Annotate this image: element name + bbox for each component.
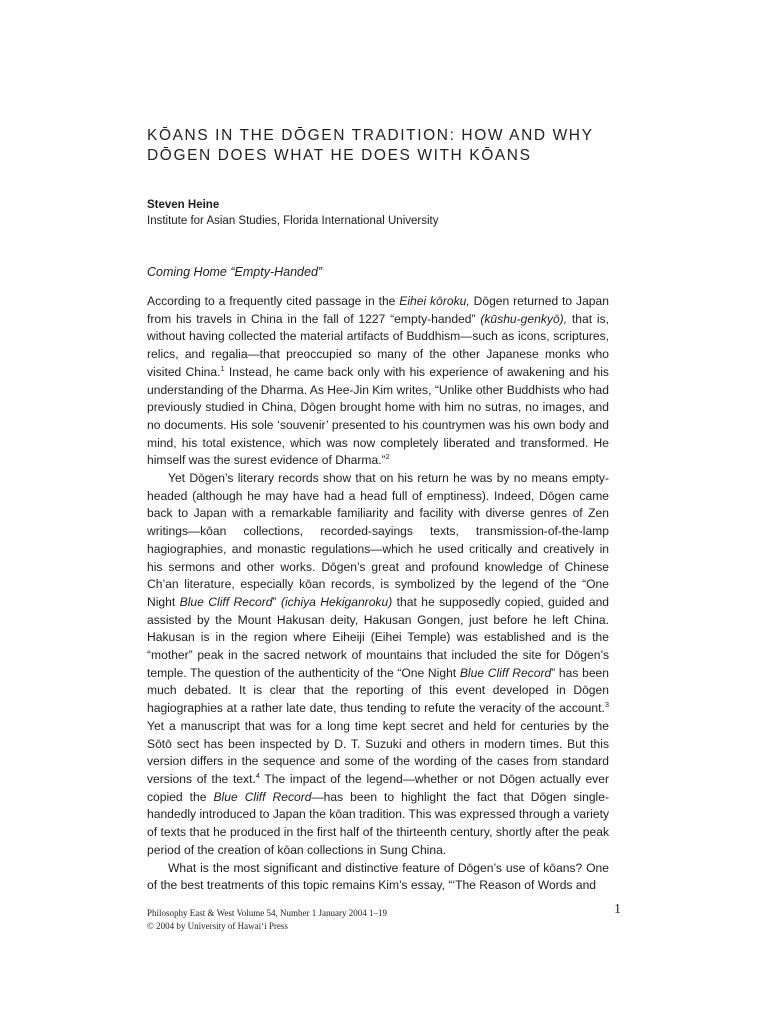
body-text: ”	[272, 594, 281, 609]
article-body	[147, 293, 609, 895]
body-text: —has been to highlight the fact that Dōgen single-handedly introduced to Japan the kōan tradition. This was expressed through a variety of texts that he produced in the first half of the thirteenth century, shortly after the peak period of the creation of kōan collections in Sung China.	[147, 789, 609, 857]
author-affiliation: Institute for Asian Studies, Florida International University	[147, 215, 439, 227]
article-title-line-2: DŌGEN DOES WHAT HE DOES WITH KŌANS	[147, 147, 532, 164]
footnote-marker: 1	[220, 363, 225, 373]
article-title-line-1: KŌANS IN THE DŌGEN TRADITION: HOW AND WHY	[147, 127, 594, 144]
body-text: According to a frequently cited passage in the	[147, 294, 400, 308]
italic-text: Blue Cliff Record	[213, 789, 312, 804]
italic-text: (ichiya Hekiganroku)	[280, 594, 393, 609]
body-paragraph-1	[147, 293, 609, 470]
section-heading: Coming Home “Empty-Handed”	[147, 265, 323, 279]
body-text: Yet a manuscript that was for a long time kept secret and held for centuries by the Sōtō sect has been inspected by D. T. Suzuki and others in modern times. But this version differs in the sequence and some of the wording of the cases from standard versions of the text.	[147, 718, 609, 786]
copyright-notice: © 2004 by University of Hawai‘i Press	[147, 921, 288, 931]
body-text: What is the most significant and distinctive feature of Dōgen’s use of kōans? One of the best treatments of this topic remains Kim’s essay, “‘The Reason of Words and	[147, 860, 609, 893]
author-name: Steven Heine	[147, 199, 220, 211]
page-number: 1	[614, 902, 621, 917]
footnote-marker: 2	[385, 452, 390, 462]
body-text: Instead, he came back only with his experience of awakening and his understanding of the Dharma. As Hee-Jin Kim writes, “Unlike other Buddhists who had previously studied in China, Dōgen brought home with him no sutras, no images, and no documents. His sole ‘souvenir’ presented to his countrymen was his own body and mind, his total existence, which was now completely liberated and transformed. He himself was the surest evidence of Dharma.”	[147, 364, 609, 468]
italic-text: (kūshu-genkyō),	[480, 311, 568, 326]
body-text: The impact of the legend—whether or not Dōgen actually ever copied the	[147, 771, 609, 804]
italic-text: Blue Cliff Record	[179, 594, 273, 609]
body-text: that he supposedly copied, guided and assisted by the Mount Hakusan deity, Hakusan Gongen, just before he left China. Hakusan is in the region where Eiheiji (Eihei Temple) was established and is the “mother” peak in the sacred network of mountains that included the site for Dōgen’s temple. The question of the authenticity of the “One Night	[147, 594, 610, 680]
italic-text: Blue Cliff Record	[459, 665, 552, 680]
footnote-marker: 3	[604, 700, 609, 710]
footnote-marker: 4	[255, 770, 260, 780]
journal-footer	[147, 907, 387, 933]
body-text: ” has been much debated. It is clear that the reporting of this event developed in Dōgen hagiographies at a rather late date, thus tending to refute the veracity of the account.	[147, 665, 609, 716]
article-title	[147, 126, 627, 166]
journal-citation: Philosophy East & West Volume 54, Number 1 January 2004 1–19	[147, 908, 388, 918]
body-text: Dōgen returned to Japan from his travels in China in the fall of 1227 “empty-handed”	[147, 294, 609, 326]
body-paragraph-2	[147, 470, 609, 859]
italic-text: Eihei kōroku,	[399, 294, 470, 308]
body-text: Yet Dōgen’s literary records show that on his return he was by no means empty-headed (although he may have had a head full of emptiness). Indeed, Dōgen came back to Japan with a remarkable familiarity and facility with diverse genres of Zen writings—kōan collections, recorded-sayings texts, transmission-of-the-lamp hagiographies, and monastic regulations—which he used critically and creatively in his sermons and other works. Dōgen’s great and profound knowledge of Chinese Ch’an literature, especially kōan records, is symbolized by the legend of the “One Night	[147, 471, 609, 609]
body-text: that is, without having collected the material artifacts of Buddhism—such as icons, scriptures, relics, and regalia—that preoccupied so many of the other Japanese monks who visited China.	[147, 311, 609, 379]
body-paragraph-3	[147, 860, 609, 895]
